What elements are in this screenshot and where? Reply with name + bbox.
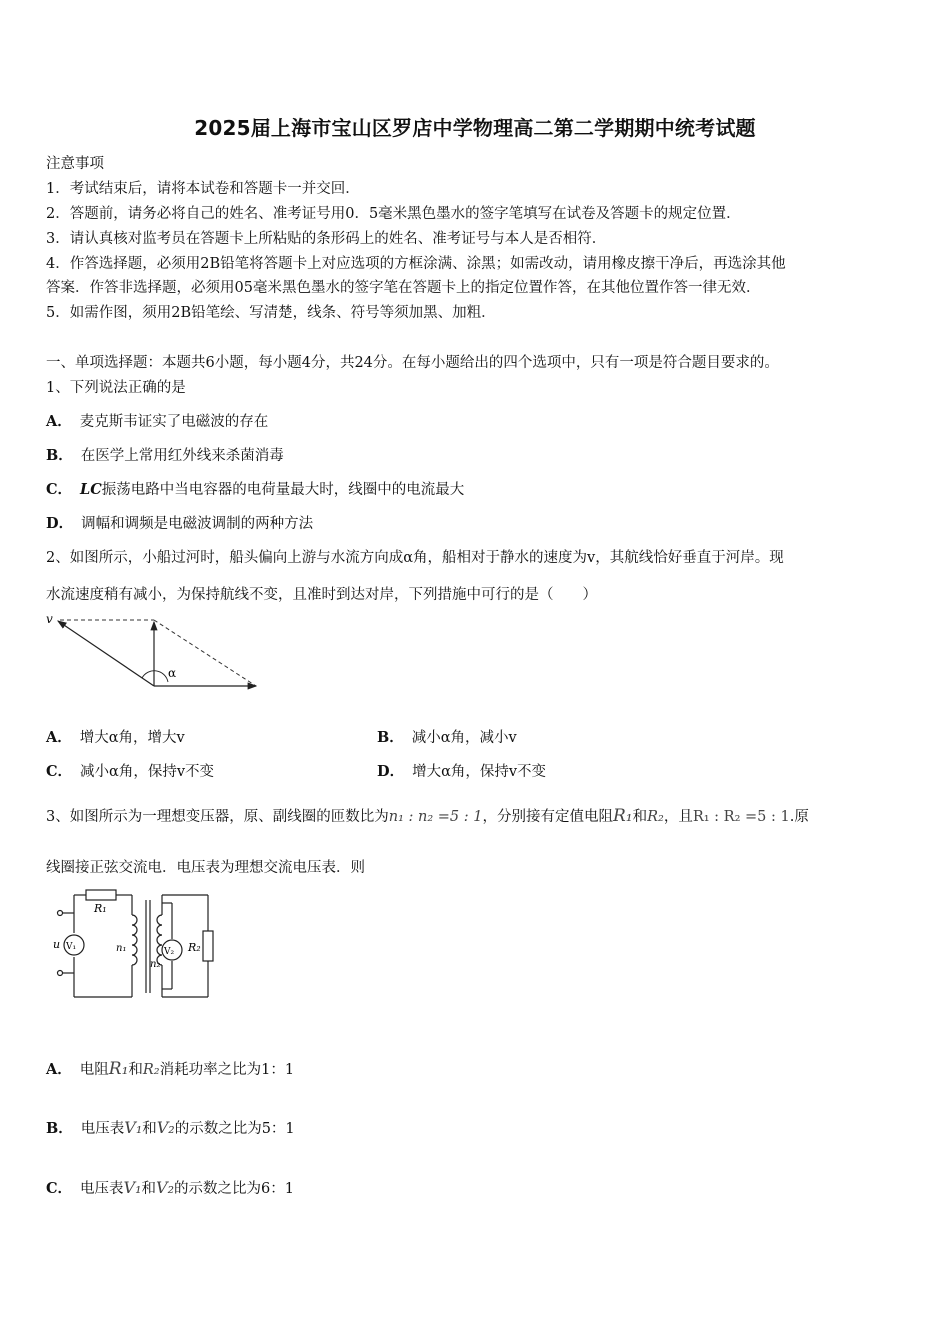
r1-resistor — [86, 890, 116, 900]
option-label: D． — [46, 515, 74, 532]
option-label: C． — [46, 481, 73, 498]
option-label: C． — [46, 763, 73, 780]
fig-n1-label: n₁ — [116, 943, 127, 954]
q2-stem-line1: 2、如图所示，小船过河时，船头偏向上游与水流方向成α角，船相对于静水的速度为v，其航线恰好垂直于河岸。现 — [46, 550, 784, 566]
secondary-coil — [157, 915, 162, 965]
boat-velocity-diagram — [44, 610, 264, 695]
option-text: 的示数之比为5：1 — [174, 1121, 295, 1137]
option-text: 和 — [142, 1121, 157, 1137]
notice-item-4: 4．作答选择题，必须用2B铅笔将答题卡上对应选项的方框涂满、涂黑；如需改动，请用橡皮擦干净后，再选涂其他 — [46, 256, 786, 272]
option-label: B． — [46, 1120, 73, 1137]
input-terminal-top — [58, 911, 63, 916]
v2-symbol: V₂ — [156, 1178, 174, 1197]
option-text: 和 — [128, 1062, 143, 1078]
fig-v1-label: V₁ — [66, 942, 77, 952]
option-text: 电压表 — [80, 1181, 124, 1197]
notice-item-3: 3．请认真核对监考员在答题卡上所粘贴的条形码上的姓名、准考证号与本人是否相符． — [46, 231, 607, 247]
q2-stem-line2: 水流速度稍有减小，为保持航线不变，且准时到达对岸，下列措施中可行的是（ ） — [46, 587, 597, 603]
v-label: v — [46, 612, 53, 626]
page-title: 2025届上海市宝山区罗店中学物理高二第二学期期中统考试题 — [194, 116, 756, 140]
turns-ratio: n₁ : n₂ =5 : 1 — [388, 809, 483, 825]
option-text: 电压表 — [80, 1121, 125, 1137]
option-label: A． — [46, 413, 72, 430]
q3-option-a — [46, 1058, 294, 1079]
transformer-circuit-diagram — [50, 885, 220, 1005]
q2-option-d — [377, 760, 546, 781]
alpha-label: α — [168, 666, 177, 680]
option-text: 在医学上常用红外线来杀菌消毒 — [80, 448, 284, 464]
fig-u-label: u — [53, 938, 61, 951]
q1-option-b — [46, 444, 284, 465]
notice-item-4-cont: 答案．作答非选择题，必须用05毫米黑色墨水的签字笔在答题卡上的指定位置作答，在其他位置作答一律无效． — [46, 280, 761, 296]
r1-symbol: R₁ — [612, 806, 633, 826]
q2-option-a — [46, 726, 185, 747]
q3-stem-line2: 线圈接正弦交流电．电压表为理想交流电压表．则 — [46, 860, 365, 876]
q1-stem: 1、下列说法正确的是 — [46, 380, 186, 396]
q3-stem-line1 — [46, 805, 809, 826]
v1-symbol: V₁ — [123, 1178, 142, 1197]
option-text: 电阻 — [79, 1062, 109, 1078]
q3-stem-part: ，分别接有定值电阻 — [482, 809, 613, 825]
option-label: B． — [377, 729, 404, 746]
q3-stem-part: 3、如图所示为一理想变压器，原、副线圈的匝数比为 — [46, 809, 389, 825]
q1-option-c — [46, 478, 464, 499]
option-text: 调幅和调频是电磁波调制的两种方法 — [81, 516, 314, 532]
option-text: 减小α角，减小v — [411, 730, 517, 746]
option-text: 麦克斯韦证实了电磁波的存在 — [79, 414, 269, 430]
q3-stem-part: ，且 — [663, 809, 693, 825]
option-text: 振荡电路中当电容器的电荷量最大时，线圈中的电流最大 — [101, 482, 465, 498]
notice-item-5: 5．如需作图，须用2B铅笔绘、写清楚，线条、符号等须加黑、加粗． — [46, 305, 496, 321]
option-text: 和 — [141, 1181, 157, 1197]
fig-r2-label: R₂ — [188, 941, 201, 954]
boat-velocity-arrow — [58, 621, 154, 686]
option-label: C． — [46, 1180, 73, 1197]
v2-symbol: V₂ — [156, 1118, 175, 1137]
q2-option-b — [377, 726, 517, 747]
r1-symbol: R₁ — [108, 1059, 129, 1079]
v1-symbol: V₁ — [124, 1118, 143, 1137]
option-label: B． — [46, 447, 73, 464]
q3-option-c — [46, 1177, 294, 1198]
notice-item-2: 2．答题前，请务必将自己的姓名、准考证号用0．5毫米黑色墨水的签字笔填写在试卷及答题卡的规定位置． — [46, 206, 741, 222]
r2-symbol: R₂ — [142, 1062, 160, 1078]
r2-resistor — [203, 931, 213, 961]
option-label: D． — [377, 763, 405, 780]
lc-symbol: LC — [80, 481, 102, 498]
fig-n2-label: n₂ — [150, 959, 161, 970]
option-text: 消耗功率之比为1：1 — [159, 1062, 295, 1078]
resistance-ratio: R₁ : R₂ =5 : 1 — [692, 809, 790, 825]
section-heading: 一、单项选择题：本题共6小题，每小题4分，共24分。在每小题给出的四个选项中，只有一项是符合题目要求的。 — [46, 355, 779, 371]
option-label: A． — [46, 729, 72, 746]
q3-stem-part: 和 — [632, 809, 648, 825]
q3-option-b — [46, 1117, 295, 1138]
option-label: A． — [46, 1061, 72, 1078]
option-text: 增大α角，增大v — [79, 730, 185, 746]
fig-r1-label: R₁ — [94, 902, 107, 915]
q3-stem-part: .原 — [789, 809, 809, 825]
input-terminal-bottom — [58, 971, 63, 976]
option-text: 的示数之比为6：1 — [173, 1181, 294, 1197]
option-text: 减小α角，保持v不变 — [80, 764, 215, 780]
r2-symbol: R₂ — [647, 809, 664, 825]
notice-heading: 注意事项 — [46, 156, 104, 172]
option-text: 增大α角，保持v不变 — [412, 764, 547, 780]
q1-option-d — [46, 512, 313, 533]
notice-item-1: 1．考试结束后，请将本试卷和答题卡一并交回． — [46, 181, 360, 197]
q2-option-c — [46, 760, 214, 781]
q1-option-a — [46, 410, 268, 431]
primary-coil — [132, 915, 137, 965]
fig-v2-label: V₂ — [164, 947, 175, 957]
